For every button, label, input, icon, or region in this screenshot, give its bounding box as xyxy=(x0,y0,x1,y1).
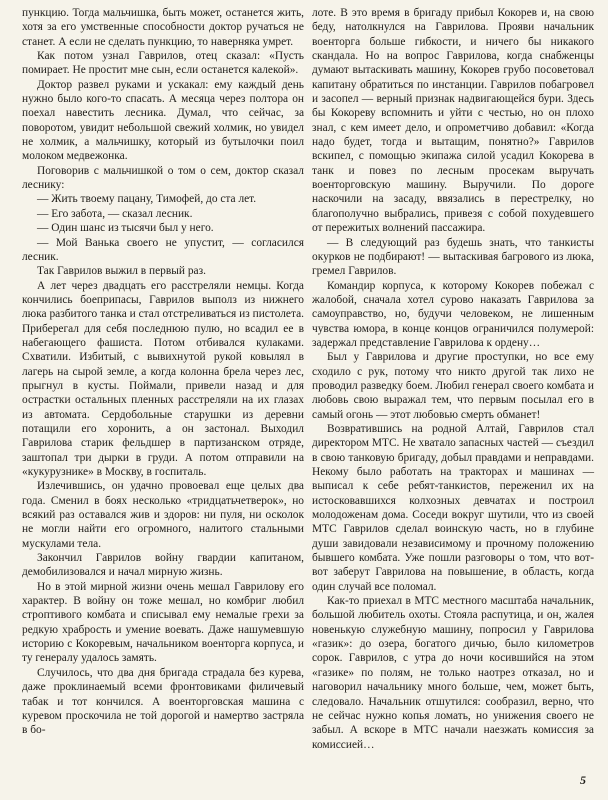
dialogue-line: — Один шанс из тысячи был у него. xyxy=(37,222,214,235)
paragraph: Возвратившись на родной Алтай, Гаврилов стал директором МТС. Не хватало запасных частей — съездил в свою танковую бригаду, добыл правдами и неправдами. Некому было работать на тракторах и машинах — выписал к себе ребят-танкистов, переженил их на истосковавшихся колхозных девчатах и построил молодоженам дома. Соседи вокруг шутили, что из своей МТС Гаврилов сделал воинскую часть, но в глубине души завидовали независимому и прочному положению бывшего комбата. Уже пошли разговоры о том, что вот-вот заберут Гаврилова на повышение, в область, когда один случай все поломал. xyxy=(312,422,594,593)
dialogue-line: — Мой Ванька своего не упустит, — согласился лесник. xyxy=(22,236,304,263)
paragraph: Был у Гаврилова и другие проступки, но все ему сходило с рук, потому что никто другой так лихо не проводил разведку боем. Любил генерал своего комбата и любовь свою выражал тем, что первым посылал его в самый огонь — этот любовью смерть обманет! xyxy=(312,351,594,421)
dialogue-line: — Жить твоему пацану, Тимофей, до ста лет. xyxy=(37,193,257,206)
paragraph: Излечившись, он удачно провоевал еще целых два года. Сменил в боях несколько «тридцатьчетверок», но всякий раз оставался жив и здоров: ни пуля, ни осколок не могли найти его огромного, налитого стальными мускулами тела. xyxy=(22,480,304,550)
right-text-column xyxy=(312,6,594,752)
page-number: 5 xyxy=(580,773,586,787)
paragraph: Поговорив с мальчишкой о том о сем, доктор сказал леснику: xyxy=(22,164,304,192)
dialogue-line: — В следующий раз будешь знать, что танкисты окурков не подбирают! — вытаскивая багрового из люка, гремел Гаврилов. xyxy=(312,236,594,278)
paragraph: Командир корпуса, к которому Кокорев побежал с жалобой, сначала хотел сурово наказать Гаврилова за самоуправство, но, будучи человеком, не лишенным чувства юмора, в конце концов ограничился полумерой: задержал представление Гаврилова к ордену… xyxy=(312,279,594,349)
paragraph: Но в этой мирной жизни очень мешал Гаврилову его характер. В войну он тоже мешал, но комбриг любил строптивого комбата и списывал ему немалые грехи за редкую храбрость и умение воевать. Даже нашумевшую историю с Кокоревым, начальником военторга корпуса, и ту генералу удалось замять. xyxy=(22,580,304,665)
dialogue-line: — Его забота, — сказал лесник. xyxy=(37,207,193,220)
paragraph: Закончил Гаврилов войну гвардии капитаном, демобилизовался и начал мирную жизнь. xyxy=(22,552,304,579)
paragraph: Как-то приехал в МТС местного масштаба начальник, большой любитель охоты. Стояла распутица, и он, жалея новенькую служебную машину, попросил у Гаврилова «газик»: до озера, богатого дичью, было километров сорок. Гаврилов, с утра до ночи косившийся на этом «газике» по полям, не только наотрез отказал, но и наговорил начальнику много больше, чем, может быть, следовало. Начальник отшутился: сообразил, верно, что не сейчас нужно копья ломать, но унижения своего не забыл. А вскоре в МТС начали наезжать комиссия за комиссией… xyxy=(312,595,594,751)
paragraph: Случилось, что два дня бригада страдала без курева, даже проклинаемый всеми фронтовиками филичевый табак и тот кончился. А военторговская машина с куревом проскочила не той дорогой и намертво застряла в бо- xyxy=(22,666,304,737)
paragraph: Как потом узнал Гаврилов, отец сказал: «Пусть помирает. Не простит мне сын, если останется калекой». xyxy=(22,50,304,77)
left-text-column xyxy=(22,6,304,738)
paragraph: А лет через двадцать его расстреляли немцы. Когда кончились боеприпасы, Гаврилов выполз из нижнего люка разбитого танка и стал отстреливаться из пистолета. Приберегал для себя последнюю пулю, но всадил ее в набегающего фашиста. Потом отбивался кулаками. Схватили. Избитый, с вывихнутой рукой ковылял в лагерь на сырой земле, а когда колонна брела через лес, прыгнул в кусты. Поймали, привели назад и для острастки остальных пленных расстреляли на их глазах из автомата. Сердобольные старушки из деревни потащили его хоронить, а он застонал. Выходил Гаврилова старик фельдшер в партизанском отряде, заштопал три дырки в груди. А потом отправили на «кукурузнике» в Москву, в госпиталь. xyxy=(22,279,304,478)
paragraph: Доктор развел руками и ускакал: ему каждый день нужно было кого-то спасать. А месяца через полтора он поехал навестить лесника. Думал, что сейчас, за поворотом, увидит небольшой свежий холмик, но увидел не холмик, а мальчишку, который из бутылочки поил молоком медвежонка. xyxy=(22,78,304,163)
paragraph: Так Гаврилов выжил в первый раз. xyxy=(37,265,206,278)
paragraph: пункцию. Тогда мальчишка, быть может, останется жить, хотя за его умственные способности доктор ручаться не станет. А если не сделать пункцию, то наверняка умрет. xyxy=(22,7,304,48)
paragraph: лоте. В это время в бригаду прибыл Кокорев и, на свою беду, натолкнулся на Гаврилова. Прояви начальник военторга больше гибкости, и ничего бы никакого скандала. Но на вопрос Гаврилова, когда снабженцы думают вытаскивать машину, Кокорев грубо посоветовал капитану обратиться по инстанции. Гаврилов побагровел и засопел — верный признак надвигающейся бури. Здесь бы Кокореву вспомнить и уйти с честью, но он плохо знал, с кем имеет дело, и опрометчиво добавил: «Когда надо будет, тогда и вытащим, понятно?» Гаврилов вскипел, с помощью экипажа силой усадил Кокорева в танк и повез по лесным просекам выручать военторговскую машину. Выручили. По дороге наскочили на засаду, ввязались в перестрелку, но благополучно выбрались, привезя с собой похудевшего от пережитых волнений пассажира. xyxy=(312,7,594,235)
